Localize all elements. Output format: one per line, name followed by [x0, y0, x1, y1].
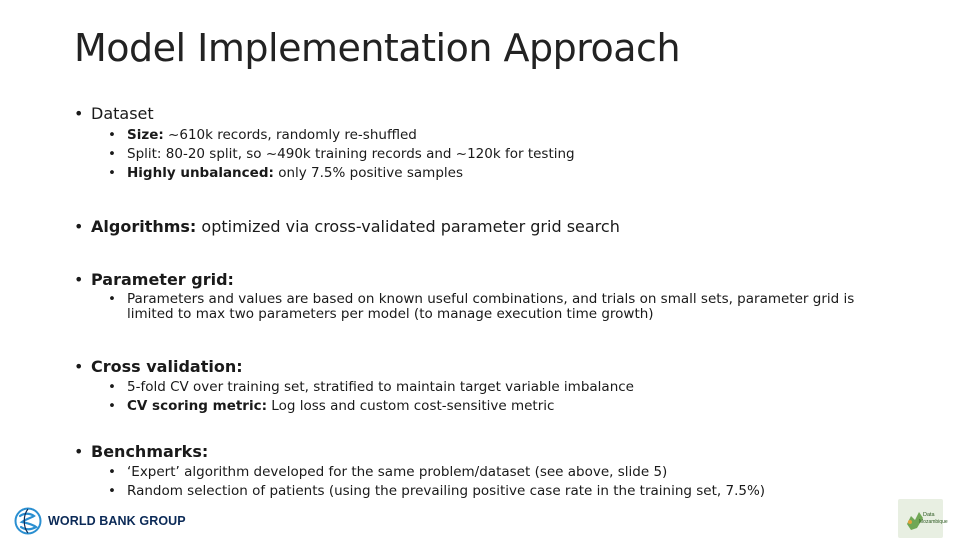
item-bold: CV scoring metric:: [127, 398, 267, 414]
bullet-mark: •: [74, 357, 84, 376]
sub-bullet-unbalanced: [108, 164, 463, 182]
bullet-mark: •: [74, 217, 84, 236]
bullet-mark: •: [108, 483, 116, 499]
page-title: Model Implementation Approach: [74, 26, 681, 70]
bullet-mark: •: [108, 464, 116, 480]
item-bold: Highly unbalanced:: [127, 165, 274, 181]
bullet-mark: •: [74, 442, 84, 461]
logo-text: WORLD BANK GROUP: [48, 514, 186, 528]
world-bank-logo: [14, 506, 186, 536]
bullet-mark: •: [108, 146, 116, 162]
item-text: Split: 80-20 split, so ~490k training records and ~120k for testing: [127, 146, 575, 162]
sub-bullet-cv-scoring: [108, 397, 554, 415]
section-label: optimized via cross-validated parameter grid search: [196, 217, 620, 236]
bullet-mark: •: [74, 270, 84, 289]
bullet-mark: •: [108, 127, 116, 143]
bullet-mark: •: [108, 379, 116, 395]
section-label-bold: Cross validation:: [91, 357, 243, 376]
data-mozambique-logo: [898, 499, 948, 538]
item-text: Parameters and values are based on known useful combinations, and trials on small sets, parameter grid is limited to max two parameters per model (to manage execution time growth): [127, 291, 855, 322]
map-icon: [901, 502, 948, 536]
item-text: 5-fold CV over training set, stratified to maintain target variable imbalance: [127, 379, 634, 395]
item-text: Log loss and custom cost-sensitive metric: [267, 398, 555, 414]
sub-bullet-size: [108, 126, 417, 144]
item-text: only 7.5% positive samples: [273, 165, 463, 181]
sub-bullet-expert: [108, 463, 667, 481]
svg-text:Mozambique: Mozambique: [918, 518, 948, 525]
bullet-algorithms: [74, 216, 620, 238]
section-label: Dataset: [91, 104, 154, 123]
sub-bullet-5fold: [108, 378, 634, 396]
bullet-benchmarks: [74, 441, 208, 463]
item-text: ~610k records, randomly re-shuffled: [163, 127, 417, 143]
bullet-mark: •: [108, 291, 116, 307]
item-bold: Size:: [127, 127, 164, 143]
bullet-dataset: [74, 103, 154, 125]
section-label-bold: Benchmarks:: [91, 442, 209, 461]
section-label-bold: Parameter grid:: [91, 270, 234, 289]
item-text: Random selection of patients (using the prevailing positive case rate in the training set, 7.5%): [127, 483, 766, 499]
item-text: ‘Expert’ algorithm developed for the same problem/dataset (see above, slide 5): [127, 464, 668, 480]
sub-bullet-split: [108, 145, 575, 163]
section-label-bold: Algorithms:: [91, 217, 197, 236]
bullet-mark: •: [108, 165, 116, 181]
bullet-cross-validation: [74, 356, 243, 378]
sub-bullet-random: [108, 482, 765, 500]
sub-bullet-parameters: [108, 292, 887, 322]
bullet-mark: •: [108, 398, 116, 414]
globe-icon: [14, 507, 42, 535]
bullet-parameter-grid: [74, 269, 234, 291]
svg-text:Data: Data: [922, 511, 935, 518]
bullet-mark: •: [74, 104, 84, 123]
